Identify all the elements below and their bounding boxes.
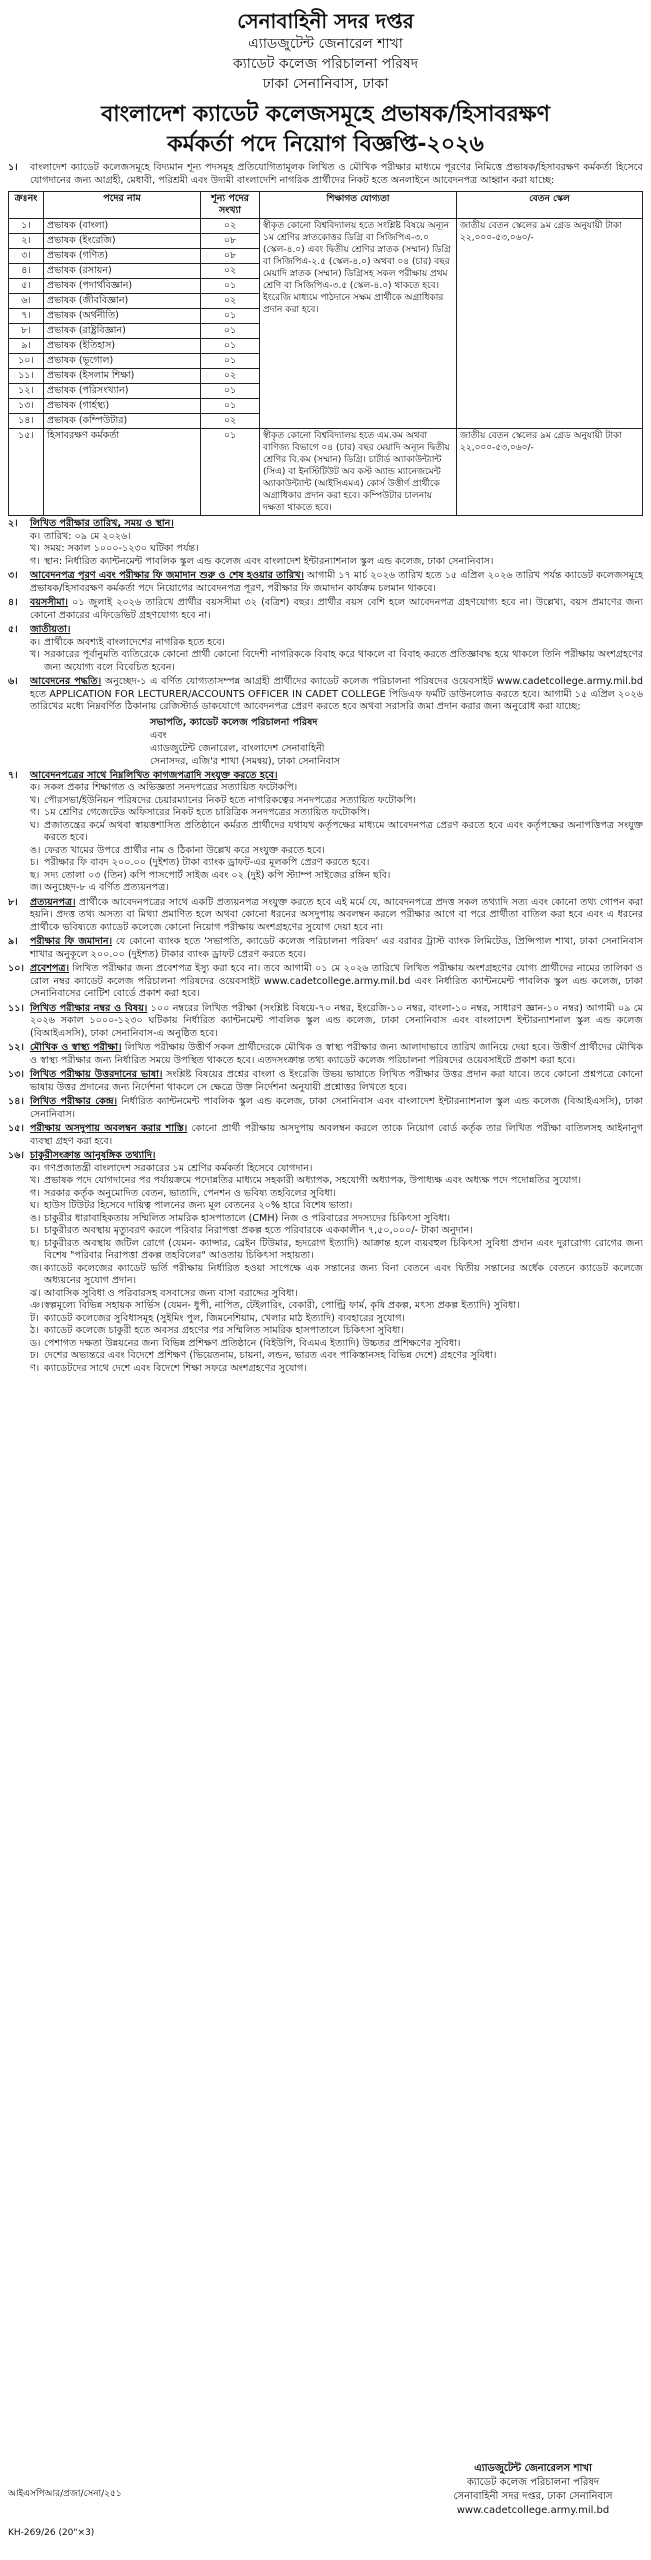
row-sl: ৫।: [9, 279, 44, 294]
section-num: ১৩।: [8, 1069, 24, 1080]
section-heading: পরীক্ষার ফি জমাদান।: [30, 936, 113, 947]
row-vacancy: ০১: [201, 279, 260, 294]
section: [8, 1042, 643, 1067]
sub-text: সকল প্রকার শিক্ষাগত ও অভিজ্ঞতা সনদপত্রের সত্যায়িত ফটোকপি।: [44, 782, 298, 793]
row-vacancy: ০২: [201, 414, 260, 429]
row-vacancy: ০১: [201, 309, 260, 324]
row-post: প্রভাষক (গণিত): [44, 249, 201, 264]
sub-text: ফেরত খামের উপরে প্রার্থীর নাম ও ঠিকানা উল্লেখ করে সংযুক্ত করতে হবে।: [44, 844, 325, 856]
sub-item: [30, 543, 643, 556]
row-vacancy: ০২: [201, 219, 260, 234]
section-num: ২।: [8, 518, 18, 529]
sub-item: [30, 1338, 643, 1351]
sub-key: খ।: [30, 794, 40, 806]
row-post: প্রভাষক (পরিসংখ্যান): [44, 384, 201, 399]
row-vacancy: ০১: [201, 324, 260, 339]
sub-item: [30, 1350, 643, 1363]
section-body: [30, 1123, 643, 1148]
section-body: [30, 518, 643, 568]
header-line2: এ্যাডজুটেন্ট জেনারেল শাখা: [248, 36, 403, 52]
section-heading: পরীক্ষায় অসদুপায় অবলম্বন করার শাস্তি।: [30, 1123, 188, 1134]
row-sl: ৮।: [9, 324, 44, 339]
row-post: হিসাবরক্ষণ কর্মকর্তা: [44, 429, 201, 516]
section-body: [30, 897, 643, 935]
section-heading: প্রবেশপত্র।: [30, 963, 70, 974]
qualification-accounts: স্বীকৃত কোনো বিশ্ববিদ্যালয় হতে এম.কম অথবা বাণিজ্য বিভাগে ০৪ (চার) বছর মেয়াদি অন্যূন দ্বিতীয় শ্রেণির বি.কম (সম্মান) ডিগ্রি। চার্টার্ড অ্যাকাউন্ট্যান্ট (সিএ) বা ইনস্টিটিউট অব কস্ট অ্যান্ড ম্যানেজমেন্ট অ্যাকাউন্ট্যান্ট (আইসিএমএ) কোর্স উত্তীর্ণ প্রার্থীকে অগ্রাধিকার প্রদান করা হবে। কম্পিউটার চালনায় দক্ষতা থাকতে হবে।: [260, 429, 457, 516]
section: [8, 1069, 643, 1094]
section-heading: লিখিত পরীক্ষার নম্বর ও বিষয়।: [30, 1002, 148, 1014]
sub-item: [30, 807, 643, 820]
sub-key: গ।: [30, 555, 40, 567]
row-post: প্রভাষক (ইংরেজি): [44, 234, 201, 249]
section-body: [30, 936, 643, 961]
row-vacancy: ০১: [201, 429, 260, 516]
address-line1: সভাপতি, ক্যাডেট কলেজ পরিচালনা পরিষদ: [150, 716, 318, 728]
sub-item: [30, 820, 643, 845]
row-vacancy: ০২: [201, 294, 260, 309]
sub-text: পৌরসভা/ইউনিয়ন পরিষদের চেয়ারম্যানের নিকট হতে নাগরিকত্বের সনদপত্রের সত্যায়িত ফটোকপি।: [44, 794, 416, 806]
row-post: প্রভাষক (ইতিহাস): [44, 339, 201, 354]
section-heading: লিখিত পরীক্ষায় উত্তরদানের ভাষা।: [30, 1069, 163, 1080]
sub-key: খ।: [30, 543, 40, 554]
th-sl: ক্রঃনং: [9, 192, 44, 219]
address-line3: এ্যাডজুটেন্ট জেনারেল, বাংলাদেশ সেনাবাহিনী: [150, 742, 325, 754]
sub-item: [30, 531, 643, 544]
section-text: আগামী ১৭ মার্চ ২০২৬ তারিখ হতে ১৫ এপ্রিল ২০২৬ তারিখ পর্যন্ত ক্যাডেট কলেজসমূহে প্রভাষক/হিসাবরক্ষণ কর্মকর্তা পদে নিয়োগের আবেদনপত্র পূরণ, পরীক্ষার ফি জমাদান কার্যক্রম চলমান থাকবে।: [30, 570, 643, 594]
sub-key: জ।: [30, 1262, 43, 1274]
sub-text: সময়: সকাল ১০০০-১২৩০ ঘটিকা পর্যন্ত।: [44, 543, 199, 554]
section-heading: জাতীয়তা।: [30, 624, 71, 635]
row-vacancy: ০১: [201, 339, 260, 354]
section-text: কোনো প্রার্থী পরীক্ষায় অসদুপায় অবলম্বন করলে তাকে নিয়োগ বোর্ড কর্তৃক তার লিখিত পরীক্ষা বাতিলসহ আইনানুগ ব্যবস্থা গ্রহণ করা হবে।: [30, 1123, 643, 1147]
footer-issuer: [423, 2462, 643, 2518]
sub-item: [30, 782, 643, 795]
section-heading: আবেদনপত্র পূরণ এবং পরীক্ষার ফি জমাদান শুরু ও শেষ হওয়ার তারিখ।: [30, 570, 304, 581]
row-vacancy: ০১: [201, 354, 260, 369]
sub-key: ড।: [30, 1337, 41, 1349]
section-num: ১৬।: [8, 1150, 24, 1161]
section-text: ০১ জুলাই ২০২৬ তারিখে প্রার্থীর বয়সসীমা ৩২ (বত্রিশ) বছর। প্রার্থীর বয়স বেশি হলে আবেদনপত্র গ্রহণযোগ্য হবে না। উল্লেখ্য, বয়স প্রমাণের জন্য কোনো প্রকারের এফিডেভিট গ্রহণযোগ্য হবে না।: [30, 597, 643, 621]
sub-item: [30, 882, 643, 895]
sub-text: চাকুরীর ধারাবাহিকতায় সম্মিলিত সামরিক হাসপাতালে (CMH) নিজ ও পরিবারের সদস্যদের চিকিৎসা সুবিধা।: [44, 1212, 451, 1224]
section-body: [30, 963, 643, 1001]
section: [8, 518, 643, 568]
section-num: ৫।: [8, 624, 18, 635]
sub-key: ক।: [30, 636, 41, 648]
th-vacancy: শূন্য পদের সংখ্যা: [201, 192, 260, 219]
sub-item: [30, 870, 643, 883]
table-header-row: [9, 192, 643, 219]
section: [8, 676, 643, 768]
sub-key: খ।: [30, 1175, 40, 1186]
section: [8, 936, 643, 961]
section-body: [30, 1042, 643, 1067]
sub-key: ক।: [30, 530, 41, 542]
sub-text: ক্যাডেট কলেজের সুবিধাসমূহ (সুইমিং পুল, জিমনেশিয়াম, খেলার মাঠ ইত্যাদি) ব্যবহারের সুযোগ।: [44, 1312, 405, 1324]
sub-text: স্বল্পমূল্যে বিভিন্ন সহায়ক সার্ভিস (যেমন- ধুপী, নাপিত, টেইলারিং, বেকারী, পোল্ট্রি ফার্ম, কৃষি প্রকল্প, মৎস্য প্রকল্প ইত্যাদি) সুবিধা।: [44, 1300, 520, 1311]
section-heading: আবেদনপত্রের সাথে নিম্নলিখিত কাগজপত্রাদি সংযুক্ত করতে হবে।: [30, 769, 278, 781]
sub-text: ক্যাডেট কলেজের ক্যাডেট ভর্তি পরীক্ষায় নির্ধারিত হওয়া সাপেক্ষে এক সন্তানের জন্য বিনা বেতনে এবং দ্বিতীয় সন্তানের অর্ধেক বেতনে ক্যাডেট কলেজে অধ্যয়নের সুযোগ প্রদান।: [44, 1262, 643, 1286]
section-num: ৯।: [8, 936, 18, 947]
sub-text: আবাসিক সুবিধা ও পরিবারসহ বসবাসের জন্য বাসা বরাদ্দের সুবিধা।: [44, 1287, 298, 1299]
section-text: সংশ্লিষ্ট বিষয়ের প্রশ্নের বাংলা ও ইংরেজি উভয় ভাষাতে লিখিত পরীক্ষার উত্তর প্রদান করা যাবে। তবে কোনো প্রশ্নপত্রে কোনো ভাষায় উত্তর প্রদানের জন্য নির্দেশনা থাকলে সে ক্ষেত্রে উক্ত নির্দেশনা অনুযায়ী প্রশ্নোত্তর লিখতে হবে।: [30, 1069, 643, 1093]
section-num: ৮।: [8, 896, 18, 908]
intro-paragraph: [8, 162, 643, 187]
section-num: ১৫।: [8, 1123, 24, 1134]
header-line4: ঢাকা সেনানিবাস, ঢাকা: [262, 76, 389, 92]
sub-key: ক।: [30, 782, 41, 793]
footer-website[interactable]: www.cadetcollege.army.mil.bd: [456, 2505, 610, 2516]
table-row: [9, 429, 643, 516]
section-num: ৩।: [8, 570, 18, 581]
row-sl: ৯।: [9, 339, 44, 354]
row-post: প্রভাষক (রাষ্ট্রবিজ্ঞান): [44, 324, 201, 339]
section: [8, 1150, 643, 1375]
row-sl: ১১।: [9, 369, 44, 384]
sub-item: [30, 795, 643, 808]
row-sl: ১৫।: [9, 429, 44, 516]
row-sl: ৭।: [9, 309, 44, 324]
row-vacancy: ০২: [201, 369, 260, 384]
row-vacancy: ০১: [201, 399, 260, 414]
sub-item: [30, 1238, 643, 1263]
sub-item: [30, 649, 643, 674]
title-line2: কর্মকর্তা পদে নিয়োগ বিজ্ঞপ্তি-২০২৬: [167, 132, 484, 157]
sub-item: [30, 1175, 643, 1188]
sub-text: চাকুরীরত অবস্থায় মৃত্যুবরণ করলে পরিবার নিরাপত্তা প্রকল্প হতে পরিবারকে এককালীন ৭,৫০,০০০/- টাকা অনুদান।: [44, 1225, 473, 1236]
posts-table: [8, 191, 643, 516]
section: [8, 1096, 643, 1121]
row-sl: ২।: [9, 234, 44, 249]
table-row: [9, 219, 643, 234]
row-vacancy: ০১: [201, 384, 260, 399]
sub-item: [30, 1163, 643, 1176]
sub-key: খ।: [30, 649, 40, 660]
row-sl: ১৩।: [9, 399, 44, 414]
sub-key: গ।: [30, 807, 40, 818]
row-sl: ১০।: [9, 354, 44, 369]
section-body: [30, 1069, 643, 1094]
address-line4: সেনাসদর, এজি'র শাখা (সমন্বয়), ঢাকা সেনানিবাস: [150, 755, 341, 767]
sub-text: চাকুরীরত অবস্থায় জটিল রোগে (যেমন- ক্যান্সার, ব্রেইন টিউমার, হৃদরোগ ইত্যাদি) আক্রান্ত হলে ব্যয়বহুল চিকিৎসা সুবিধা প্রদান এবং দুরারোগ্য রোগের জন্য বিশেষ "পরিবার নিরাপত্তা প্রকল্প তহবিলের" আওতায় চিকিৎসা সহায়তা।: [44, 1237, 643, 1261]
sub-key: জ।: [30, 882, 43, 893]
section: [8, 770, 643, 895]
row-vacancy: ০২: [201, 264, 260, 279]
section-body: [30, 676, 643, 768]
row-post: প্রভাষক (ভূগোল): [44, 354, 201, 369]
sub-key: ঙ।: [30, 1212, 41, 1224]
sub-item: [30, 1325, 643, 1338]
sub-item: [30, 637, 643, 650]
sub-key: ণ।: [30, 1362, 40, 1374]
sub-item: [30, 1225, 643, 1238]
section: [8, 570, 643, 595]
sub-item: [30, 1313, 643, 1326]
sub-key: চ।: [30, 1225, 39, 1236]
sub-text: প্রভাষক পদে যোগদানের পর পর্যায়ক্রমে পদোন্নতির মাধ্যমে সহকারী অধ্যাপক, সহযোগী অধ্যাপক, উপাধ্যক্ষ এবং অধ্যক্ষ পদে পদোন্নতির সুযোগ।: [44, 1175, 582, 1186]
sub-item: [30, 556, 643, 569]
footer-right1: এ্যাডজুটেন্ট জেনারেলস শাখা: [474, 2463, 592, 2474]
sub-text: পরীক্ষার ফি বাবদ ২০০.০০ (দুইশত) টাকা ব্যাংক ড্রাফট-এর মূলকপি প্রেরণ করতে হবে।: [44, 857, 370, 868]
address-line2: এবং: [150, 729, 167, 741]
intro-text: বাংলাদেশ ক্যাডেট কলেজসমূহে বিদ্যমান শূন্য পদসমূহ প্রতিযোগিতামূলক লিখিত ও মৌখিক পরীক্ষার মাধ্যমে পূরণের নিমিত্তে প্রভাষক/হিসাবরক্ষণ কর্মকর্তা হিসেবে যোগদানের জন্য আগ্রহী, মেধাবী, পরিশ্রমী এবং উদ্যমী বাংলাদেশি নাগরিক প্রার্থীদের নিকট হতে অনলাইনে আবেদনপত্র আহ্বান করা যাচ্ছে:: [30, 162, 643, 186]
row-post: প্রভাষক (অর্থনীতি): [44, 309, 201, 324]
section-heading: প্রত্যয়নপত্র।: [30, 896, 76, 908]
section-text: লিখিত পরীক্ষার জন্য প্রবেশপত্র ইস্যু করা হবে না। তবে আগামী ০১ মে ২০২৬ তারিখে লিখিত পরীক্ষায় অংশগ্রহণের যোগ্য প্রার্থীদের নামের তালিকা ও রোল নম্বর ক্যাডেট কলেজ পরিচালনা পরিষদের ওয়েবসাইট www.cadetcollege.army.mil.bd এবং নির্ধারিত ক্যান্টনমেন্ট পাবলিক স্কুল এন্ড কলেজ, ঢাকা সেনানিবাসের নোটিশ বোর্ডে প্রকাশ করা হবে।: [30, 963, 643, 999]
section-heading: আবেদনের পদ্ধতি।: [30, 676, 102, 687]
sub-key: ট।: [30, 1312, 39, 1324]
sub-item: [30, 1200, 643, 1213]
sub-key: চ।: [30, 857, 39, 868]
sub-text: গণপ্রজাতন্ত্রী বাংলাদেশ সরকারের ১ম শ্রেণির কর্মকর্তা হিসেবে যোগদান।: [44, 1162, 313, 1174]
intro-num: ১।: [8, 162, 18, 173]
section-num: ৬।: [8, 676, 18, 687]
sub-text: প্রার্থীকে অবশ্যই বাংলাদেশের নাগরিক হতে হবে।: [44, 636, 225, 648]
sub-item: [30, 1213, 643, 1226]
sub-item: [30, 1188, 643, 1201]
qualification-lecturers: স্বীকৃত কোনো বিশ্ববিদ্যালয় হতে সংশ্লিষ্ট বিষয়ে অন্যূন ১ম শ্রেণির স্নাতকোত্তর ডিগ্রি বা সিজিপিএ-৩.০ (স্কেল-৪.০) এবং দ্বিতীয় শ্রেণির স্নাতক (সম্মান) ডিগ্রি বা সিজিপিএ-২.৫ (স্কেল-৪.০) অথবা ০৪ (চার) বছর মেয়াদি স্নাতক (সম্মান) ডিগ্রিসহ সকল পরীক্ষায় প্রথম শ্রেণি বা সিজিপিএ-৩.৫ (স্কেল-৪.০) থাকতে হবে। ইংরেজি মাধ্যমে পাঠদানে সক্ষম প্রার্থীকে অগ্রাধিকার প্রদান করা হবে।: [260, 219, 457, 429]
section-num: ১৪।: [8, 1096, 24, 1107]
row-vacancy: ০৮: [201, 234, 260, 249]
section: [8, 963, 643, 1001]
sub-item: [30, 857, 643, 870]
row-post: প্রভাষক (পদার্থবিজ্ঞান): [44, 279, 201, 294]
section-num: ১১।: [8, 1002, 24, 1014]
header: [8, 8, 643, 94]
section-body: [30, 1003, 643, 1041]
sub-key: ঞ।: [30, 1300, 44, 1311]
row-sl: ৩।: [9, 249, 44, 264]
section-num: ৭।: [8, 769, 18, 781]
header-line3: ক্যাডেট কলেজ পরিচালনা পরিষদ: [232, 56, 419, 72]
section: [8, 897, 643, 935]
footer-code: KH-269/26 (20"×3): [8, 2528, 95, 2538]
row-post: প্রভাষক (জীববিজ্ঞান): [44, 294, 201, 309]
row-sl: ১।: [9, 219, 44, 234]
notice-title: [8, 100, 643, 160]
section: [8, 1003, 643, 1041]
row-post: প্রভাষক (রসায়ন): [44, 264, 201, 279]
sub-text: সরকারের পূর্বানুমতি ব্যতিরেকে কোনো প্রার্থী কোনো বিদেশী নাগরিককে বিবাহ করে থাকলে বা বিবাহ করতে প্রতিজ্ঞাবদ্ধ হয়ে থাকলে তিনি পরীক্ষায় অংশগ্রহণের জন্য অযোগ্য বলে বিবেচিত হবেন।: [44, 649, 643, 673]
th-pay-scale: বেতন স্কেল: [457, 192, 643, 219]
section-heading: মৌখিক ও স্বাস্থ্য পরীক্ষা।: [30, 1042, 122, 1053]
sub-text: ক্যাডেটদের সাথে দেশে এবং বিদেশে শিক্ষা সফরে অংশগ্রহণের সুযোগ।: [44, 1362, 307, 1374]
sub-key: ঙ।: [30, 844, 41, 856]
row-sl: ১৪।: [9, 414, 44, 429]
sub-text: সদ্য তোলা ০৩ (তিন) কপি পাসপোর্ট সাইজ এবং ০২ (দুই) কপি স্ট্যাম্প সাইজের রঙ্গিন ছবি।: [44, 869, 391, 881]
section-text: যে কোনো ব্যাংক হতে 'সভাপতি, ক্যাডেট কলেজ পরিচালনা পরিষদ' এর বরাবর ট্রাস্ট ব্যাংক লিমিটেড, প্রিন্সিপাল শাখা, ঢাকা সেনানিবাস শাখার অনুকূলে ২০০.০০ (দুইশত) টাকার ব্যাংক ড্রাফট প্রেরণ করতে হবে।: [30, 936, 643, 960]
section-heading: লিখিত পরীক্ষার তারিখ, সময় ও স্থান।: [30, 518, 174, 529]
header-line1: সেনাবাহিনী সদর দপ্তর: [237, 9, 414, 33]
sections: [8, 518, 643, 1375]
footer: [8, 2458, 643, 2548]
section-num: ১২।: [8, 1042, 24, 1053]
row-post: প্রভাষক (ইসলাম শিক্ষা): [44, 369, 201, 384]
section-text: অনুচ্ছেদ-১ এ বর্ণিত যোগ্যতাসম্পন্ন আগ্রহী প্রার্থীদের ক্যাডেট কলেজ পরিচালনা পরিষদের ওয়েবসাইট www.cadetcollege.army.mil.bd হতে APPLICATION FOR LECTURER/ACCOUNTS OFFICER IN CADET COLLEGE পিডিএফ ফর্মটি ডাউনলোড করতে হবে। আগামী ১৫ এপ্রিল ২০২৬ তারিখের মধ্যে নিম্নবর্ণিত ঠিকানায় রেজিস্টার্ড ডাকযোগে আবেদনপত্র প্রেরণ করতে হবে অথবা সরাসরি জমা প্রদান করার জন্য অনুরোধ করা যাচ্ছে:: [30, 676, 643, 712]
sub-text: হাউস টিউটর হিসেবে দায়িত্ব পালনের জন্য মূল বেতনের ২০% হারে বিশেষ ভাতা।: [44, 1200, 353, 1211]
section-num: ৪।: [8, 597, 18, 608]
section-body: [30, 770, 643, 895]
sub-text: তারিখ: ০৯ মে ২০২৬।: [44, 530, 131, 542]
section-heading: বয়সসীমা।: [30, 597, 68, 608]
row-vacancy: ০৮: [201, 249, 260, 264]
section-body: [30, 597, 643, 622]
section-body: [30, 570, 643, 595]
notice-page: [8, 8, 643, 1375]
sub-item: [30, 1263, 643, 1288]
sub-key: ঘ।: [30, 1200, 40, 1211]
application-address: [150, 716, 643, 768]
sub-item: [30, 1288, 643, 1301]
sub-key: ঝ।: [30, 1287, 41, 1299]
section: [8, 1123, 643, 1148]
section-num: ১০।: [8, 963, 24, 974]
sub-key: গ।: [30, 1187, 40, 1199]
row-sl: ৪।: [9, 264, 44, 279]
section: [8, 624, 643, 674]
row-post: প্রভাষক (কম্পিউটার): [44, 414, 201, 429]
footer-ref: আইএসপিআর/প্রজা/সেনা/২৫১: [8, 2489, 122, 2499]
sub-key: ক।: [30, 1162, 41, 1174]
title-line1: বাংলাদেশ ক্যাডেট কলেজসমূহে প্রভাষক/হিসাবরক্ষণ: [101, 102, 550, 127]
section-text: ১০০ নম্বরের লিখিত পরীক্ষা (সংশ্লিষ্ট বিষয়ে-৭০ নম্বর, ইংরেজি-১০ নম্বর, বাংলা-১০ নম্বর, সাধারণ জ্ঞান-১০ নম্বর) আগামী ০৯ মে ২০২৬ সকাল ১০০০-১২৩০ ঘটিকায় নির্ধারিত ক্যান্টনমেন্ট পাবলিক স্কুল এন্ড কলেজ, ঢাকা সেনানিবাস এবং বাংলাদেশ ইন্টারন্যাশনাল স্কুল এন্ড কলেজ (বিআইএসসি), ঢাকা সেনানিবাস-এ অনুষ্ঠিত হবে।: [30, 1002, 643, 1039]
sub-text: স্থান: নির্ধারিত ক্যান্টনমেন্ট পাবলিক স্কুল এন্ড কলেজ এবং বাংলাদেশ ইন্টারন্যাশনাল স্কুল এন্ড কলেজ, ঢাকা সেনানিবাস।: [44, 555, 494, 567]
section-body: [30, 624, 643, 674]
sub-key: ঘ।: [30, 819, 40, 831]
sub-text: দেশের অভ্যন্তরে এবং বিদেশে প্রশিক্ষণ (ভিয়েতনাম, চায়না, লন্ডন, ভারত এবং পাকিস্তানসহ বিভিন্ন দেশে) গ্রহণের সুবিধা।: [44, 1350, 497, 1361]
sub-text: ক্যাডেট কলেজে চাকুরী হতে অবসর গ্রহণের পর সম্মিলিত সামরিক হাসপাতালে চিকিৎসা সুবিধা।: [44, 1325, 404, 1336]
section: [8, 597, 643, 622]
th-post: পদের নাম: [44, 192, 201, 219]
sub-text: সরকার কর্তৃক অনুমোদিত বেতন, ভাতাদি, পেনশন ও ভবিষ্য তহবিলের সুবিধা।: [44, 1187, 336, 1199]
section-text: নির্ধারিত ক্যান্টনমেন্ট পাবলিক স্কুল এন্ড কলেজ, ঢাকা সেনানিবাস এবং বাংলাদেশ ইন্টারন্যাশনাল স্কুল এন্ড কলেজ (বিআইএসসি), ঢাকা সেনানিবাস।: [30, 1096, 643, 1120]
sub-text: পেশাগত দক্ষতা উন্নয়নের জন্য বিভিন্ন প্রশিক্ষণ প্রতিষ্ঠানে (বিইউপি, বিএমএ ইত্যাদি) উচ্চতর প্রশিক্ষণের সুবিধা।: [44, 1337, 461, 1349]
footer-right3: সেনাবাহিনী সদর দপ্তর, ঢাকা সেনানিবাস: [453, 2491, 613, 2502]
sub-key: ছ।: [30, 869, 40, 881]
section-text: লিখিত পরীক্ষায় উত্তীর্ণ সকল প্রার্থীদেরকে মৌখিক ও স্বাস্থ্য পরীক্ষার জন্য আলাদাভাবে তারিখ জানিয়ে দেয়া হবে। উত্তীর্ণ প্রার্থীদের মৌখিক ও স্বাস্থ্য পরীক্ষার জন্য নির্ধারিত সময়ে উপস্থিত থাকতে হবে। এতদসংক্রান্ত তথ্য ক্যাডেট কলেজ পরিচালনা পরিষদের ওয়েবসাইটে প্রকাশ করা হবে।: [30, 1042, 644, 1066]
footer-right2: ক্যাডেট কলেজ পরিচালনা পরিষদ: [466, 2477, 600, 2488]
sub-key: ঢ।: [30, 1350, 39, 1361]
row-post: প্রভাষক (গার্হস্থ্য): [44, 399, 201, 414]
th-qualification: শিক্ষাগত যোগ্যতা: [260, 192, 457, 219]
sub-text: প্রজাতন্ত্রের কর্মে অথবা স্বায়ত্তশাসিত প্রতিষ্ঠানে কর্মরত প্রার্থীদের যথাযথ কর্তৃপক্ষের মাধ্যমে আবেদনপত্র প্রেরণ করতে হবে এবং কর্তৃপক্ষের অনাপত্তিপত্র সংযুক্ত করতে হবে।: [44, 819, 643, 843]
pay-scale-lecturers: জাতীয় বেতন স্কেলের ৯ম গ্রেড অনুযায়ী টাকা ২২,০০০-৫৩,০৬০/-: [457, 219, 643, 429]
section-text: প্রার্থীকে আবেদনপত্রের সাথে একটি প্রত্যয়নপত্র সংযুক্ত করতে হবে এই মর্মে যে, আবেদনপত্রে প্রদত্ত সকল তথ্যাদি সত্য এবং কোনো তথ্য গোপন করা হয়নি। প্রদত্ত তথ্য অসত্য বা মিথ্যা প্রমাণিত হলে অথবা কোনো ধরনের অসদুপায় অবলম্বন করলে পরীক্ষার আগে বা পরে প্রার্থীতা বাতিল করা হবে এবং এ ধরনের প্রার্থীকে ভবিষ্যতে ক্যাডেট কলেজে কোনো নিয়োগ পরীক্ষায় অংশগ্রহণের সুযোগ দেয়া হবে না।: [30, 896, 643, 933]
sub-item: [30, 1363, 643, 1376]
section-heading: চাকুরীসংক্রান্ত আনুষঙ্গিক তথ্যাদি।: [30, 1150, 156, 1161]
row-sl: ৬।: [9, 294, 44, 309]
sub-text: ১ম শ্রেণির গেজেটেড অফিসারের নিকট হতে চারিত্রিক সনদপত্রের সত্যায়িত ফটোকপি।: [44, 807, 370, 818]
row-sl: ১২।: [9, 384, 44, 399]
section-body: [30, 1096, 643, 1121]
section-heading: লিখিত পরীক্ষার কেন্দ্র।: [30, 1096, 118, 1107]
row-post: প্রভাষক (বাংলা): [44, 219, 201, 234]
pay-scale-accounts: জাতীয় বেতন স্কেলের ৯ম গ্রেড অনুযায়ী টাকা ২২,০০০-৫৩,০৬০/-: [457, 429, 643, 516]
sub-item: [30, 845, 643, 858]
sub-text: অনুচ্ছেদ-৮ এ বর্ণিত প্রত্যয়নপত্র।: [44, 882, 169, 893]
sub-key: ঠ।: [30, 1325, 39, 1336]
section-body: [30, 1150, 643, 1375]
sub-key: ছ।: [30, 1237, 40, 1249]
sub-item: [30, 1300, 643, 1313]
